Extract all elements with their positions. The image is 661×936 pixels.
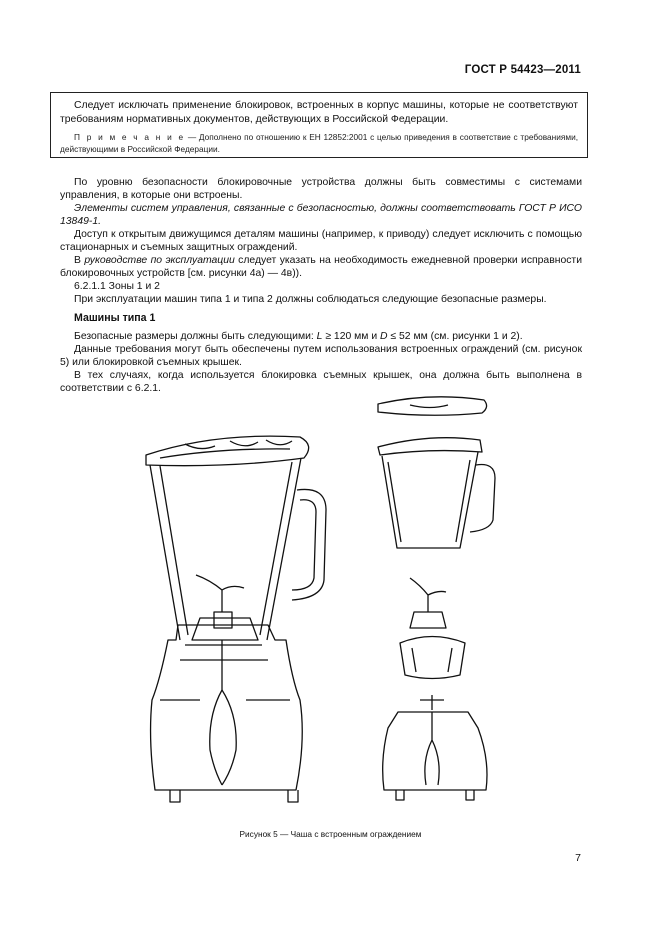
p4-suffix: следует указать на необходимость ежедневной проверки исправности блокировочных устройств [см. рисунки 4а) — 4в)). [60, 255, 582, 279]
body-text [60, 176, 582, 395]
section-6-2-1-1: 6.2.1.1 Зоны 1 и 2 [74, 281, 160, 292]
assembled-blender-drawing [146, 436, 326, 802]
paragraph-8: Данные требования могут быть обеспечены путем использования встроенных ограждений (см. рисунок 5) или блокировкой съемных крышек. [60, 344, 582, 368]
paragraph-9: В тех случаях, когда используется блокировка съемных крышек, она должна быть выполнена в соответствии с 6.2.1. [60, 370, 582, 394]
paragraph-7 [60, 330, 582, 343]
paragraph-3: Доступ к открытым движущимся деталям машины (например, к приводу) следует исключить с помощью стационарных и съемных защитных ограждений. [60, 229, 582, 253]
p7-b: ≥ 120 мм и [322, 331, 381, 342]
p7-D: D [380, 331, 388, 342]
amendment-box [50, 92, 588, 158]
p7-c: ≤ 52 мм (см. рисунки 1 и 2). [387, 331, 523, 342]
note-label: П р и м е ч а н и е [74, 132, 186, 142]
p4-prefix: В [74, 255, 85, 266]
paragraph-1: По уровню безопасности блокировочные устройства должны быть совместимы с системами управления, в которые они встроены. [60, 177, 582, 201]
p4-italic: руководстве по эксплуатации [84, 255, 235, 266]
paragraph-6: При эксплуатации машин типа 1 и типа 2 должны соблюдаться следующие безопасные размеры. [74, 294, 547, 305]
note-text: — Дополнено по отношению к ЕН 12852:2001 с целью приведения в соответствие с требованиями, действующими в Российской Федерации. [60, 132, 579, 154]
amendment-paragraph: Следует исключать применение блокировок, встроенных в корпус машины, которые не соответствуют требованиям нормативных документов, действующих в Российской Федерации. [60, 100, 578, 125]
paragraph-4 [60, 254, 582, 280]
p7-L: L [316, 331, 323, 342]
p7-a: Безопасные размеры должны быть следующими: [74, 331, 317, 342]
page-number: 7 [575, 852, 581, 864]
exploded-parts-drawing [378, 397, 495, 800]
document-header-id: ГОСТ Р 54423—2011 [464, 64, 581, 76]
heading-machines-type-1: Машины типа 1 [74, 312, 156, 324]
figure-caption: Рисунок 5 — Чаша с встроенным ограждением [239, 829, 422, 839]
paragraph-2: Элементы систем управления, связанные с безопасностью, должны соответствовать ГОСТ Р ИСО 13849-1. [60, 203, 582, 227]
amendment-note [60, 131, 578, 155]
